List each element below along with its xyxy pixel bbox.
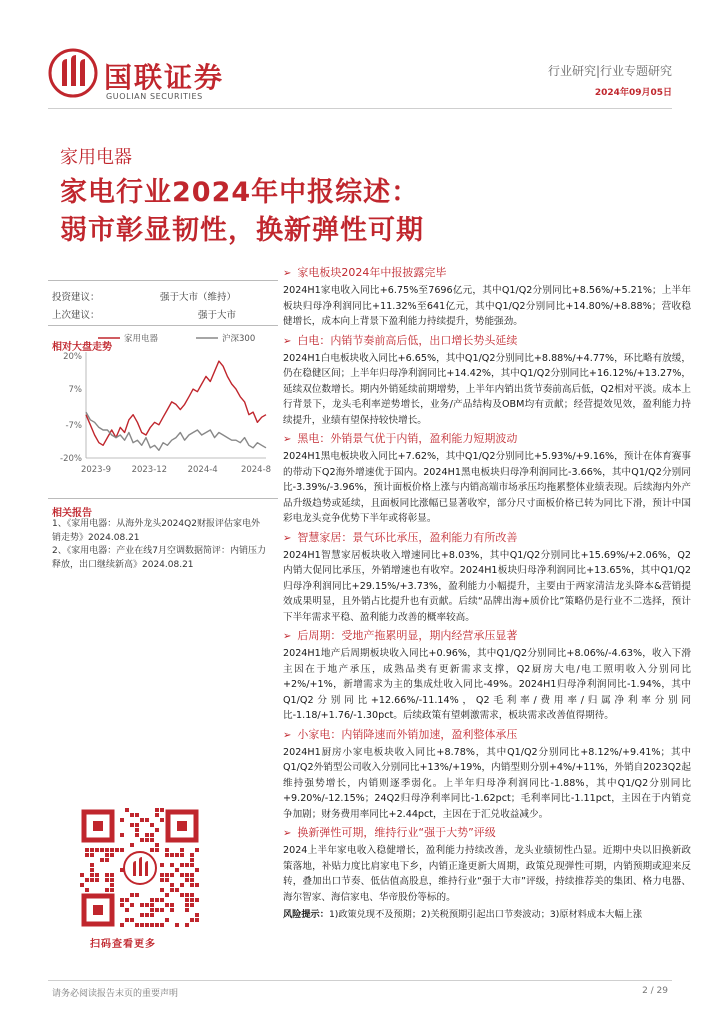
section-body: 2024H1地产后周期板块收入同比+0.96%，其中Q1/Q2分别同比+8.06%/-4.63%，收入下滑主因在于地产承压，成熟品类有更新需求支撑，Q2厨房大电/电工照明收入分别同比+2%/+1%，新增需求为主的集成灶收入同比-49%。2024H1归母净利润同比-1.94%，其中Q1/Q2分别同比+12.66%/-11.14%，Q2毛利率/费用率/归属净利率分别同比-1.18/+1.76/-1.30pct。后续政策有望刺激需求，板块需求改善值得期待。 (283, 648, 691, 721)
qr-module (185, 903, 189, 907)
qr-module (170, 883, 174, 887)
qr-module (185, 893, 189, 897)
qr-module (105, 873, 109, 877)
y-tick-label: -20% (60, 454, 82, 464)
qr-module (190, 883, 194, 887)
qr-module (155, 843, 159, 847)
section-heading: ➢ 小家电：内销降速而外销加速，盈利整体承压 (283, 727, 518, 741)
qr-module (85, 853, 89, 857)
rating-row (52, 289, 272, 303)
qr-module (170, 873, 174, 877)
qr-module (135, 923, 139, 927)
qr-module (105, 858, 109, 862)
qr-module (85, 878, 89, 882)
qr-module (175, 888, 179, 892)
summary-section (283, 264, 691, 330)
summary-column (283, 264, 691, 922)
qr-module (135, 893, 139, 897)
qr-module (190, 853, 194, 857)
related-report-item[interactable]: 2、《家用电器：产业在线7月空调数据简评：内销压力释放，出口继续新高》2024.08.21 (52, 546, 266, 570)
summary-section (283, 332, 691, 429)
report-type: 行业研究|行业专题研究 (547, 64, 672, 78)
qr-module (160, 878, 164, 882)
qr-module (165, 878, 169, 882)
qr-module (150, 898, 154, 902)
report-date: 2024年09月05日 (594, 88, 672, 98)
qr-module (90, 863, 94, 867)
qr-module (130, 903, 134, 907)
qr-module (165, 903, 169, 907)
summary-section (283, 627, 691, 724)
arrow-bullet-icon: ➢ (283, 434, 292, 445)
x-tick-label: 2024-8 (240, 465, 272, 475)
risk-text: 1)政策兑现不及预期；2)关税预期引起出口节奏波动；3)原材料成本大幅上涨 (328, 909, 643, 920)
qr-module (150, 838, 154, 842)
qr-module (110, 848, 114, 852)
qr-module (140, 923, 144, 927)
qr-module (110, 888, 114, 892)
qr-module (175, 923, 179, 927)
section-body: 2024H1厨房小家电板块收入同比+8.78%，其中Q1/Q2分别同比+8.12%/+9.41%；其中Q1/Q2外销型公司收入分别同比+13%/+19%，内销型则分别+4%/+11%，外销自2023Q2起维持强势增长，内销则逐季弱化。上半年归母净利润同比-1.88%，其中Q1/Q2分别同比+9.20%/-12.15%；24Q2归母净利率同比-1.62pct；毛利率同比-1.11pct，主因在于内销竞争加剧；财务费用率同比+2.44pct，主因在于汇兑收益减少。 (283, 746, 691, 820)
risk-warning (283, 907, 691, 922)
qr-module (155, 808, 159, 812)
qr-module (180, 853, 184, 857)
section-body: 2024上半年家电收入稳健增长，盈利能力持续改善，龙头业绩韧性凸显。近期中央以旧换新政策落地，补贴力度比肩家电下乡，内销正逢更新大周期，政策兑现弹性可期，内销预期或迎来反转，叠加出口节奏、低估值高股息，维持行业“强于大市”评级，持续推荐美的集团、格力电器、海尔智家、海信家电、华帝股份等标的。 (283, 845, 691, 903)
section-body: 2024H1智慧家居板块收入增速同比+8.03%，其中Q1/Q2分别同比+15.69%/+2.06%，Q2内销大促同比承压，外销增速也有收窄。2024H1板块归母净利润同比+13.65%，其中Q1/Q2归母净利润同比+29.15%/+3.73%，盈利能力小幅提升，主要由于两家清洁龙头降本&营销提效成果明显，且外销占比提升也有贡献。后续“品牌出海+质价比”策略仍是行业不二选择，预计下半年需求平稳、盈利能力改善的概率较高。 (283, 549, 691, 623)
y-tick-label: 20% (63, 352, 82, 362)
qr-module (155, 848, 159, 852)
legend-label: 沪深300 (222, 334, 256, 344)
x-tick-label: 2024-4 (187, 465, 218, 475)
qr-module (90, 868, 94, 872)
guolian-logo-icon (48, 48, 98, 98)
qr-module (85, 848, 89, 852)
qr-module (190, 878, 194, 882)
qr-module (145, 818, 149, 822)
qr-module (175, 853, 179, 857)
qr-module (195, 848, 199, 852)
qr-caption: 扫码查看更多 (90, 939, 156, 950)
qr-module (160, 863, 164, 867)
brand-name-en: GUOLIAN SECURITIES (106, 92, 203, 101)
y-tick-label: 7% (68, 385, 82, 396)
section-body: 2024H1家电收入同比+6.75%至7696亿元，其中Q1/Q2分别同比+8.56%/+5.21%；上半年板块归母净利润同比+11.32%至641亿元，其中Q1/Q2分别同比+14.80%/+8.88%；营收稳健增长，成本向上背景下盈利能力持续提升，势能强劲。 (283, 285, 691, 327)
x-tick-label: 2023-12 (131, 465, 168, 475)
qr-module (165, 893, 169, 897)
qr-module (130, 813, 134, 817)
qr-module (140, 903, 144, 907)
relative-trend-chart (52, 330, 278, 482)
qr-module (195, 913, 199, 917)
qr-module (150, 923, 154, 927)
qr-module (150, 903, 154, 907)
qr-module (130, 843, 134, 847)
qr-module (90, 853, 94, 857)
qr-module (175, 868, 179, 872)
qr-module (120, 848, 124, 852)
qr-module (185, 923, 189, 927)
qr-module (155, 923, 159, 927)
qr-module (190, 873, 194, 877)
qr-module (120, 923, 124, 927)
x-tick-label: 2023-9 (80, 465, 112, 475)
qr-module (155, 908, 159, 912)
qr-module (110, 873, 114, 877)
qr-module (135, 833, 139, 837)
qr-module (160, 923, 164, 927)
section-heading: ➢ 智慧家居：景气环比承压，盈利能力有所改善 (283, 530, 518, 544)
qr-module (160, 888, 164, 892)
qr-module (160, 898, 164, 902)
qr-module (110, 883, 114, 887)
rating-value: 强于大市（维持） (159, 292, 236, 303)
related-report-item[interactable]: 1、《家用电器：从海外龙头2024Q2财报评估家电外销走势》2024.08.21 (52, 519, 260, 543)
qr-module (140, 838, 144, 842)
header-divider (48, 108, 672, 109)
qr-module (190, 918, 194, 922)
qr-module (130, 893, 134, 897)
qr-module (155, 898, 159, 902)
qr-module (120, 903, 124, 907)
qr-module (180, 848, 184, 852)
qr-module (135, 828, 139, 832)
qr-module (125, 918, 129, 922)
qr-module (160, 808, 164, 812)
qr-module (195, 918, 199, 922)
qr-module (165, 853, 169, 857)
qr-module (195, 898, 199, 902)
qr-module (155, 813, 159, 817)
qr-module (170, 863, 174, 867)
qr-module (165, 873, 169, 877)
qr-module (165, 848, 169, 852)
page-title-line1: 家电行业2024年中报综述： (60, 177, 420, 208)
qr-module (170, 853, 174, 857)
arrow-bullet-icon: ➢ (283, 268, 292, 279)
qr-module (95, 848, 99, 852)
qr-module (100, 848, 104, 852)
qr-module (85, 888, 89, 892)
qr-module (195, 883, 199, 887)
summary-section (283, 726, 691, 823)
qr-module (185, 873, 189, 877)
qr-module (190, 898, 194, 902)
qr-module (90, 873, 94, 877)
qr-module (160, 873, 164, 877)
section-heading: ➢ 白电：内销节奏前高后低，出口增长势头延续 (283, 333, 518, 347)
previous-rating-label: 上次建议： (52, 310, 100, 321)
section-heading: ➢ 后周期：受地产拖累明显，期内经营承压显著 (283, 629, 518, 642)
qr-module (120, 818, 124, 822)
qr-module (185, 863, 189, 867)
qr-module (130, 823, 134, 827)
arrow-bullet-icon: ➢ (283, 729, 292, 741)
y-tick-label: -7% (65, 420, 82, 431)
qr-module (190, 893, 194, 897)
summary-section (283, 824, 691, 905)
qr-module (130, 918, 134, 922)
qr-module (100, 858, 104, 862)
qr-module (145, 838, 149, 842)
qr-module (165, 918, 169, 922)
qr-module (125, 908, 129, 912)
sidebar-divider (48, 280, 278, 281)
arrow-bullet-icon: ➢ (283, 631, 292, 642)
qr-module (185, 898, 189, 902)
qr-module (125, 808, 129, 812)
arrow-bullet-icon: ➢ (283, 335, 292, 347)
arrow-bullet-icon: ➢ (283, 532, 292, 544)
qr-module (105, 848, 109, 852)
qr-module (135, 813, 139, 817)
brand-name: 国联证券 (104, 61, 225, 94)
qr-module (110, 853, 114, 857)
qr-module (105, 853, 109, 857)
qr-module (160, 908, 164, 912)
footer-divider (48, 980, 672, 981)
qr-module (105, 888, 109, 892)
previous-rating-value: 强于大市 (197, 310, 236, 321)
qr-module (180, 893, 184, 897)
qr-module (180, 863, 184, 867)
related-reports-list (52, 518, 267, 572)
section-heading: ➢ 换新弹性可期，维持行业“强于大势”评级 (283, 826, 496, 839)
industry-label: 家用电器 (60, 147, 132, 168)
trend-title: 相对大盘走势 (52, 342, 112, 353)
legend-label: 家用电器 (124, 334, 159, 344)
qr-module (95, 878, 99, 882)
qr-module (150, 823, 154, 827)
section-body: 2024H1黑电板块收入同比+7.62%，其中Q1/Q2分别同比+5.93%/+9.16%，预计在体育赛事的带动下Q2海外增速优于国内。2024H1黑电板块归母净利润同比-3.66%，其中Q1/Q2分别同比-3.39%/-3.96%，预计面板价格上涨与内销高端市场承压均拖累整体业绩表现。后续海内外产品升级趋势或延续，且面板同比涨幅已显著收窄，部分尺寸面板价格已转为同比下滑，预计中国彩电龙头竞争优势下半年或将彰显。 (283, 451, 691, 524)
previous-rating-row (52, 307, 272, 321)
qr-module (195, 868, 199, 872)
sidebar-divider (48, 325, 278, 326)
qr-module (90, 848, 94, 852)
qr-module (145, 903, 149, 907)
qr-module (145, 923, 149, 927)
qr-module (150, 833, 154, 837)
qr-module (105, 878, 109, 882)
qr-module (80, 873, 84, 877)
qr-module (150, 913, 154, 917)
qr-module (120, 898, 124, 902)
qr-module (125, 898, 129, 902)
section-body: 2024H1白电板块收入同比+6.65%，其中Q1/Q2分别同比+8.88%/+4.77%，环比略有放缓，仍在稳健区间；上半年归母净利润同比+14.42%，其中Q1/Q2分别同比+16.12%/+13.27%，延续双位数增长。期内外销延续前期增势，上半年内销出货节奏前高后低，Q2相对平淡。成本上行背景下，龙头毛利率逆势增长，业务/产品结构及OBM均有贡献；经营提效见效，盈利能力持续提升，业绩有望保持较快增长。 (283, 352, 691, 426)
qr-module (110, 878, 114, 882)
sidebar-divider (48, 498, 278, 499)
qr-module (95, 873, 99, 877)
qr-module (180, 873, 184, 877)
qr-module (140, 913, 144, 917)
page-number: 2 / 29 (642, 986, 668, 996)
footer-disclaimer: 请务必阅读报告末页的重要声明 (52, 989, 179, 999)
related-reports-title: 相关报告 (52, 508, 92, 519)
qr-module (180, 883, 184, 887)
qr-module (145, 913, 149, 917)
qr-module (190, 903, 194, 907)
qr-module (155, 828, 159, 832)
qr-module (120, 833, 124, 837)
risk-label: 风险提示： (283, 909, 329, 920)
qr-module (185, 878, 189, 882)
summary-section (283, 430, 691, 527)
arrow-bullet-icon: ➢ (283, 828, 292, 839)
section-heading: ➢ 家电板块2024年中报披露完毕 (283, 266, 447, 279)
summary-section (283, 529, 691, 626)
qr-module (90, 878, 94, 882)
rating-label: 投资建议： (52, 292, 100, 303)
qr-module (185, 908, 189, 912)
qr-module (140, 818, 144, 822)
qr-module (80, 883, 84, 887)
qr-code-icon[interactable] (80, 808, 200, 928)
section-heading: ➢ 黑电：外销景气优于内销，盈利能力短期波动 (283, 432, 518, 445)
qr-module (170, 888, 174, 892)
qr-module (190, 863, 194, 867)
series-line-家用电器 (86, 361, 266, 445)
qr-module (190, 858, 194, 862)
qr-module (150, 908, 154, 912)
qr-module (170, 908, 174, 912)
qr-module (145, 833, 149, 837)
qr-module (160, 818, 164, 822)
qr-module (150, 848, 154, 852)
qr-module (170, 903, 174, 907)
qr-module (115, 848, 119, 852)
page-title-line2: 弱市彰显韧性，换新弹性可期 (60, 215, 424, 246)
qr-module (135, 823, 139, 827)
